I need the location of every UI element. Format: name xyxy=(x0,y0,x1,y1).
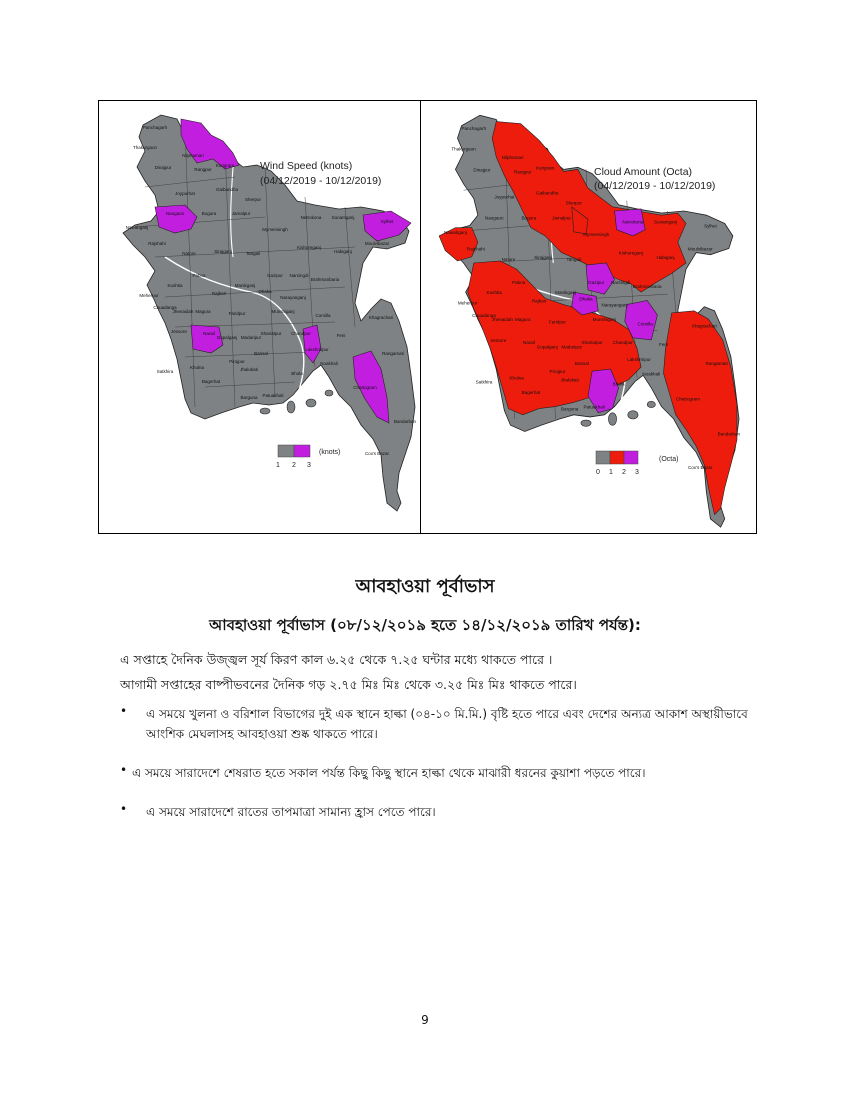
island xyxy=(608,413,616,425)
district-label: Dinajpur xyxy=(473,167,491,173)
legend-value: 3 xyxy=(635,469,639,476)
district-label: Nilphamari xyxy=(501,154,524,161)
district-label: Satkhira xyxy=(156,369,174,374)
district-label: Bagerhat xyxy=(521,390,541,396)
district-label: Lakshmipur xyxy=(305,347,329,352)
bullet-icon: • xyxy=(120,763,128,777)
district-label: Narail xyxy=(203,331,215,336)
district-label: Cox's Bazar xyxy=(687,464,713,470)
district-label: Bagerhat xyxy=(201,379,221,384)
legend-swatch-3 xyxy=(624,451,638,464)
district-label: Gaibandha xyxy=(215,187,239,192)
district-label: Patuakhali xyxy=(262,393,284,398)
legend-value: 2 xyxy=(292,462,296,469)
section-heading: আবহাওয়া পূর্বাভাস xyxy=(355,576,495,597)
district-label: Kishoreganj xyxy=(297,245,321,250)
district-label: Khulna xyxy=(189,365,205,370)
legend-unit: (Octa) xyxy=(659,456,679,463)
district-label: Chattogram xyxy=(676,396,700,402)
district-label: Jhenaidah xyxy=(491,317,513,323)
district-label: Rajshahi xyxy=(148,241,166,246)
legend-swatch-2 xyxy=(294,445,310,457)
district-label: Kurigram xyxy=(535,165,555,171)
district-label: Bhola xyxy=(291,371,303,376)
list-item-text: এ সময়ে সারাদেশে শেষরাত হতে সকাল পর্যন্ত কিছু কিছু স্থানে হাল্কা থেকে মাঝারী ধরনের কুয়াশা পড়তে পারে। xyxy=(132,766,646,780)
district-label: Munshiganj xyxy=(592,317,617,323)
district-label: Naogaon xyxy=(165,211,185,216)
district-label: Nilphamari xyxy=(182,153,204,158)
district-label: Pirojpur xyxy=(229,359,245,364)
district-label: Faridpur xyxy=(548,319,566,325)
district-label: Kishoreganj xyxy=(618,250,643,256)
district-label: Gaibandha xyxy=(536,190,559,196)
district-label: Rangamati xyxy=(705,360,728,366)
district-label: Narail xyxy=(522,340,535,346)
district-label: Noakhali xyxy=(320,361,338,366)
island xyxy=(260,408,270,414)
district-label: Thakurgaon xyxy=(132,145,158,150)
legend-value: 2 xyxy=(622,469,626,476)
legend-swatch-1 xyxy=(278,445,294,457)
district-label: Satkhira xyxy=(475,379,493,385)
island xyxy=(287,401,295,413)
district-label: Gopalganj xyxy=(536,344,558,350)
district-label: Kurigram xyxy=(215,163,235,168)
maps-figure-frame xyxy=(98,100,757,534)
district-label: Patuakhali xyxy=(583,404,605,410)
district-label: Manikganj xyxy=(234,283,256,288)
district-label: Barisal xyxy=(254,351,268,356)
district-label: Shariatpur xyxy=(581,340,603,346)
district-label: Jhalokati xyxy=(240,367,258,372)
district-label: Naogaon xyxy=(484,215,504,221)
district-label: Jessore xyxy=(171,329,187,334)
district-label: Gazipur xyxy=(588,279,605,285)
legend-value: 1 xyxy=(276,462,280,469)
district-label: Mymensingh xyxy=(262,227,288,232)
district-label: Sherpur xyxy=(244,197,262,202)
district-label: Shariatpur xyxy=(260,331,282,336)
island xyxy=(581,420,591,426)
district-label: Jamalpur xyxy=(552,215,571,221)
district-label: Natore xyxy=(501,256,516,262)
district-label: Rangamati xyxy=(382,351,404,356)
district-label: Tangail xyxy=(566,256,582,262)
district-label: Comilla xyxy=(637,321,653,327)
district-label: Nawabganj xyxy=(443,229,467,235)
district-label: Sunamganj xyxy=(331,215,355,220)
district-label: Faridpur xyxy=(228,311,246,316)
district-label: Mymensingh xyxy=(583,231,610,237)
bullet-icon: • xyxy=(120,704,128,718)
sunshine-paragraph: এ সপ্তাহে দৈনিক উজ্জ্বল সূর্য কিরণ কাল ৬.২৫ থেকে ৭.২৫ ঘন্টার মধ্যে থাকতে পারে । xyxy=(120,652,553,667)
district-label: Panchagarh xyxy=(461,125,487,131)
district-label: Rangpur xyxy=(194,167,212,172)
district-label: Khagrachari xyxy=(368,315,394,320)
district-label: Meherpur xyxy=(139,293,159,298)
district-label: Gazipur xyxy=(267,273,283,278)
wind-map-period: (04/12/2019 - 10/12/2019) xyxy=(260,175,382,187)
district-label: Dinajpur xyxy=(154,165,172,170)
district-label: Manikganj xyxy=(555,290,577,296)
district-label: Lakshmipur xyxy=(627,356,651,362)
district-label: Sunamganj xyxy=(653,219,678,225)
district-label: Jamalpur xyxy=(231,211,251,216)
district-label: Magura xyxy=(514,317,531,323)
district-label: Rangpur xyxy=(513,169,532,175)
district-label: Joypurhat xyxy=(175,191,195,196)
district-label: Cox's Bazar xyxy=(364,451,390,456)
district-label: Netrokona xyxy=(300,215,322,220)
legend-unit: (knots) xyxy=(319,449,341,456)
district-label: Sylhet xyxy=(704,223,717,229)
wind-map-title: Wind Speed (knots) xyxy=(260,160,353,172)
district-label: Moulvibazar xyxy=(364,241,390,246)
district-label: Khulna xyxy=(509,375,524,381)
district-label: Dhaka xyxy=(258,289,272,294)
district-label: Habiganj xyxy=(656,254,675,260)
district-label: Chuadanga xyxy=(153,305,177,310)
district-label: Bandarban xyxy=(717,431,741,437)
district-label: Munshiganj xyxy=(271,309,295,314)
island xyxy=(306,399,316,407)
district-label: Moulvibazar xyxy=(687,246,713,252)
district-label: Chandpur xyxy=(612,340,633,346)
district-label: Brahmanbaria xyxy=(632,283,662,289)
legend-value: 0 xyxy=(596,469,600,476)
district-label: Rajbari xyxy=(531,298,547,304)
district-label: Nawabganj xyxy=(125,225,149,230)
district-label: Madaripur xyxy=(240,335,262,340)
page-number: 9 xyxy=(421,1013,429,1027)
cloud-map-title: Cloud Amount (Octa) xyxy=(594,166,693,178)
district-label: Bogura xyxy=(201,211,217,216)
district-label: Pirojpur xyxy=(549,369,566,375)
district-label: Feni xyxy=(659,342,668,348)
district-label: Rajbari xyxy=(211,291,227,296)
legend-value: 3 xyxy=(307,462,311,469)
legend-swatch-1 xyxy=(610,451,624,464)
evaporation-paragraph: আগামী সপ্তাহের বাষ্পীভবনের দৈনিক গড় ২.৭৫ মিঃ মিঃ থেকে ৩.২৫ মিঃ মিঃ থাকতে পারে। xyxy=(120,677,577,692)
district-label: Thakurgaon xyxy=(451,146,476,152)
district-label: Panchagarh xyxy=(142,125,168,130)
district-label: Pabna xyxy=(512,279,526,285)
wind-speed-map xyxy=(99,101,420,533)
wind-map-legend xyxy=(276,445,340,469)
bullet-icon: • xyxy=(120,802,128,816)
district-label: Narayanganj xyxy=(601,302,628,308)
district-label: Jessore xyxy=(490,338,507,344)
island xyxy=(647,401,655,407)
district-label: Habiganj xyxy=(334,249,352,254)
district-label: Netrokona xyxy=(622,219,644,225)
district-label: Sirajganj xyxy=(534,254,553,260)
district-label: Sherpur xyxy=(565,200,582,206)
district-label: Kushtia xyxy=(167,283,183,288)
list-item-text: এ সময়ে খুলনা ও বরিশাল বিভাগের দুই এক স্থানে হাল্কা (০৪-১০ মি.মি.) বৃষ্টি হতে পারে এবং দেশের অন্যত্র আকাশ অস্থায়ীভাবে আংশিক মেঘলাসহ আবহাওয়া শুষ্ক থাকতে পারে। xyxy=(146,707,748,741)
district-label: Chandpur xyxy=(291,331,311,336)
district-label: Feni xyxy=(336,333,346,338)
cloud-map-legend xyxy=(596,451,678,476)
district-label: Brahmanbaria xyxy=(310,277,340,282)
district-label: Dhaka xyxy=(579,296,593,302)
district-label: Natore xyxy=(182,251,196,256)
district-label: Gopalganj xyxy=(216,335,238,340)
district-label: Bhola xyxy=(612,381,625,387)
district-label: Khagrachari xyxy=(691,323,717,329)
cloud-map-period: (04/12/2019 - 10/12/2019) xyxy=(594,180,716,192)
legend-value: 1 xyxy=(609,469,613,476)
district-label: Barguna xyxy=(240,395,258,400)
list-item-text: এ সময়ে সারাদেশে রাতের তাপমাত্রা সামান্য হ্রাস পেতে পারে। xyxy=(146,805,436,819)
island xyxy=(325,390,333,396)
district-label: Sirajganj xyxy=(214,249,232,254)
forecast-subheading: আবহাওয়া পূর্বাভাস (০৮/১২/২০১৯ হতে ১৪/১২/২০১৯ তারিখ পর্যন্ত): xyxy=(209,616,641,634)
district-label: Comilla xyxy=(315,313,331,318)
district-label: Rajshahi xyxy=(466,246,485,252)
district-label: Sylhet xyxy=(380,219,394,224)
cloud-amount-map xyxy=(421,101,756,533)
district-label: Bandarban xyxy=(393,419,417,424)
district-label: Meherpur xyxy=(457,300,478,306)
district-label: Noakhali xyxy=(642,371,661,377)
district-label: Magura xyxy=(195,309,211,314)
district-label: Tangail xyxy=(245,251,261,256)
district-label: Narayanganj xyxy=(280,295,306,300)
district-label: Narsingdi xyxy=(611,279,631,285)
legend-swatch-0 xyxy=(596,451,610,464)
district-label: Joypurhat xyxy=(494,194,515,200)
district-label: Madaripur xyxy=(561,344,583,350)
district-label: Jhalokati xyxy=(560,377,579,383)
district-label: Chuadanga xyxy=(472,313,496,319)
island xyxy=(628,411,638,419)
district-label: Narsingdi xyxy=(289,273,309,278)
district-label: Pabna xyxy=(192,273,206,278)
district-label: Chattogram xyxy=(353,385,377,390)
district-label: Kushtia xyxy=(486,290,502,296)
district-label: Barguna xyxy=(561,406,579,412)
district-label: Jhenaidah xyxy=(172,309,194,314)
district-label: Barisal xyxy=(574,360,589,366)
district-label: Bogura xyxy=(521,215,537,221)
